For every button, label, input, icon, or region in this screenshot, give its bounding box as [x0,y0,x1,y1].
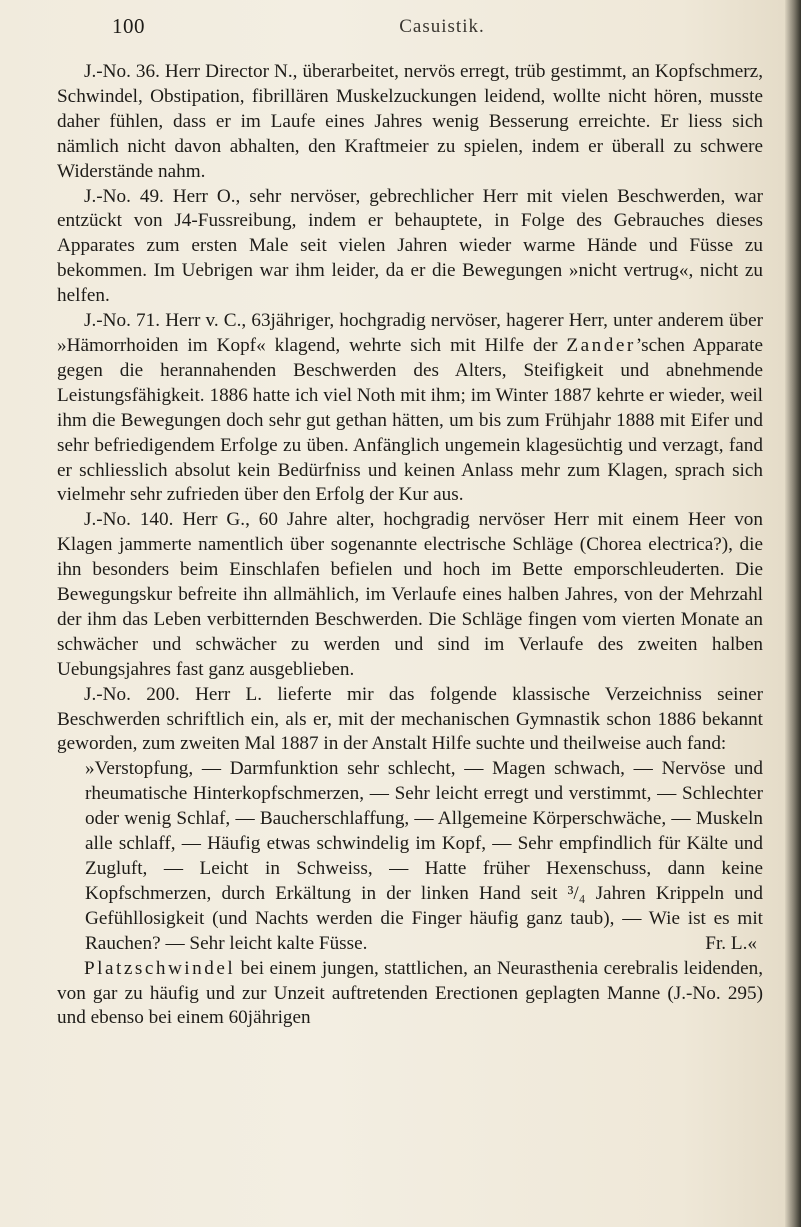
page-edge-shadow [785,0,801,1227]
case-71-text-before: J.-No. 71. Herr v. C., 63jähriger, hochgradig nervöser, hagerer Herr, unter anderem über »Hämorrhoiden im Kopf« klagend, wehrte sich mit Hilfe der [57,310,763,356]
running-title: Casuistik. [399,16,485,37]
platzschwindel-text: bei einem jungen, stattlichen, an Neurasthenia cerebralis leidenden, von gar zu häufig und zur Unzeit auftretenden Erectionen geplagten Manne (J.-No. 295) und ebenso bei einem 60jährigen [57,957,763,1029]
quote-signature: Fr. L.« [705,932,757,954]
paragraph-case-71 [57,309,763,508]
quote-fraction: ³/₄ [567,882,586,904]
case-71-text-after: ’schen Apparate gegen die herannahenden Beschwerden des Alters, Steifigkeit und abnehmende Leistungsfähigkeit. 1886 hatte ich viel Noth mit ihm; im Winter 1887 kehrte er wieder, weil ihm die Bewegungen doch sehr gut gethan hätten, um bis zum Frühjahr 1888 mit Eifer und sehr befriedigendem Erfolge zu üben. Anfänglich ungemein klagesüchtig und verzagt, fand er schliesslich absolut kein Bedürfniss und keinen Anlass mehr zum Klagen, sprach sich vielmehr sehr zufrieden über den Erfolg der Kur aus. [57,334,763,506]
paragraph-case-140: J.-No. 140. Herr G., 60 Jahre alter, hochgradig nervöser Herr mit einem Heer von Klagen jammerte namentlich über sogenannte electrische Schläge (Chorea electrica?), die ihn besonders beim Einschlafen befielen und hoch im Bette emporschleuderten. Die Bewegungskur befreite ihn allmählich, im Verlaufe eines halben Jahres, von der Mehrzahl der ihm das Leben verbitternden Beschwerden. Die Schläge fingen vom vierten Monate an schwächer und schwächer zu werden und sind im Verlaufe des zweiten halben Uebungsjahres fast ganz ausgeblieben. [57,509,763,680]
page-header [112,14,772,44]
quote-text-end: Jahren Krippeln und Gefühllosigkeit (und Nachts werden die Finger häufig ganz taub), — Wie ist es mit Rauchen? — Sehr leicht kalte Füsse. [85,882,763,954]
paragraph-case-49: J.-No. 49. Herr O., sehr nervöser, gebrechlicher Herr mit vielen Beschwerden, war entzückt von J4-Fussreibung, indem er behauptete, in Folge des Gebrauches dieses Apparates zum ersten Male seit vielen Jahren wieder warme Hände und Füsse zu bekommen. Im Uebrigen war ihm leider, da er die Bewegungen »nicht vertrug«, nicht zu helfen. [57,185,763,307]
paragraph-case-200: J.-No. 200. Herr L. lieferte mir das folgende klassische Verzeichniss seiner Beschwerden schriftlich ein, als er, mit der mechanischen Gymnastik schon 1886 bekannt geworden, zum zweiten Mal 1887 in der Anstalt Hilfe suchte und theilweise auch fand: [57,683,763,755]
case-71-name-zander: Zander [566,334,636,356]
quote-text [85,757,763,956]
quote-text-start: »Verstopfung, — Darmfunktion sehr schlecht, — Magen schwach, — Nervöse und rheumatische Hinterkopfschmerzen, — Sehr leicht erregt und verstimmt, — Schlechter oder wenig Schlaf, — Baucherschlaffung, — Allgemeine Körperschwäche, — Muskeln alle schlaff, — Häufig etwas schwindelig im Kopf, — Sehr empfindlich für Kälte und Zugluft, — Leicht in Schweiss, — Hatte früher Hexenschuss, dann keine Kopfschmerzen, durch Erkältung in der linken Hand seit [85,758,763,904]
paragraph-case-36: J.-No. 36. Herr Director N., überarbeitet, nervös erregt, trüb gestimmt, an Kopfschmerz, Schwindel, Obstipation, fibrillären Muskelzuckungen leidend, wollte nicht hören, musste daher fühlen, dass er im Laufe eines Jahres wenig Besserung erreichte. Er liess sich nämlich nicht davon abhalten, den Kraftmeier zu spielen, indem er überall zu schwere Widerstände nahm. [57,61,763,182]
term-platzschwindel: Platzschwindel [84,957,236,979]
complaint-list-quote [85,757,763,956]
page-body [57,60,763,1031]
page-number: 100 [112,14,145,38]
paragraph-platzschwindel [57,957,763,1032]
